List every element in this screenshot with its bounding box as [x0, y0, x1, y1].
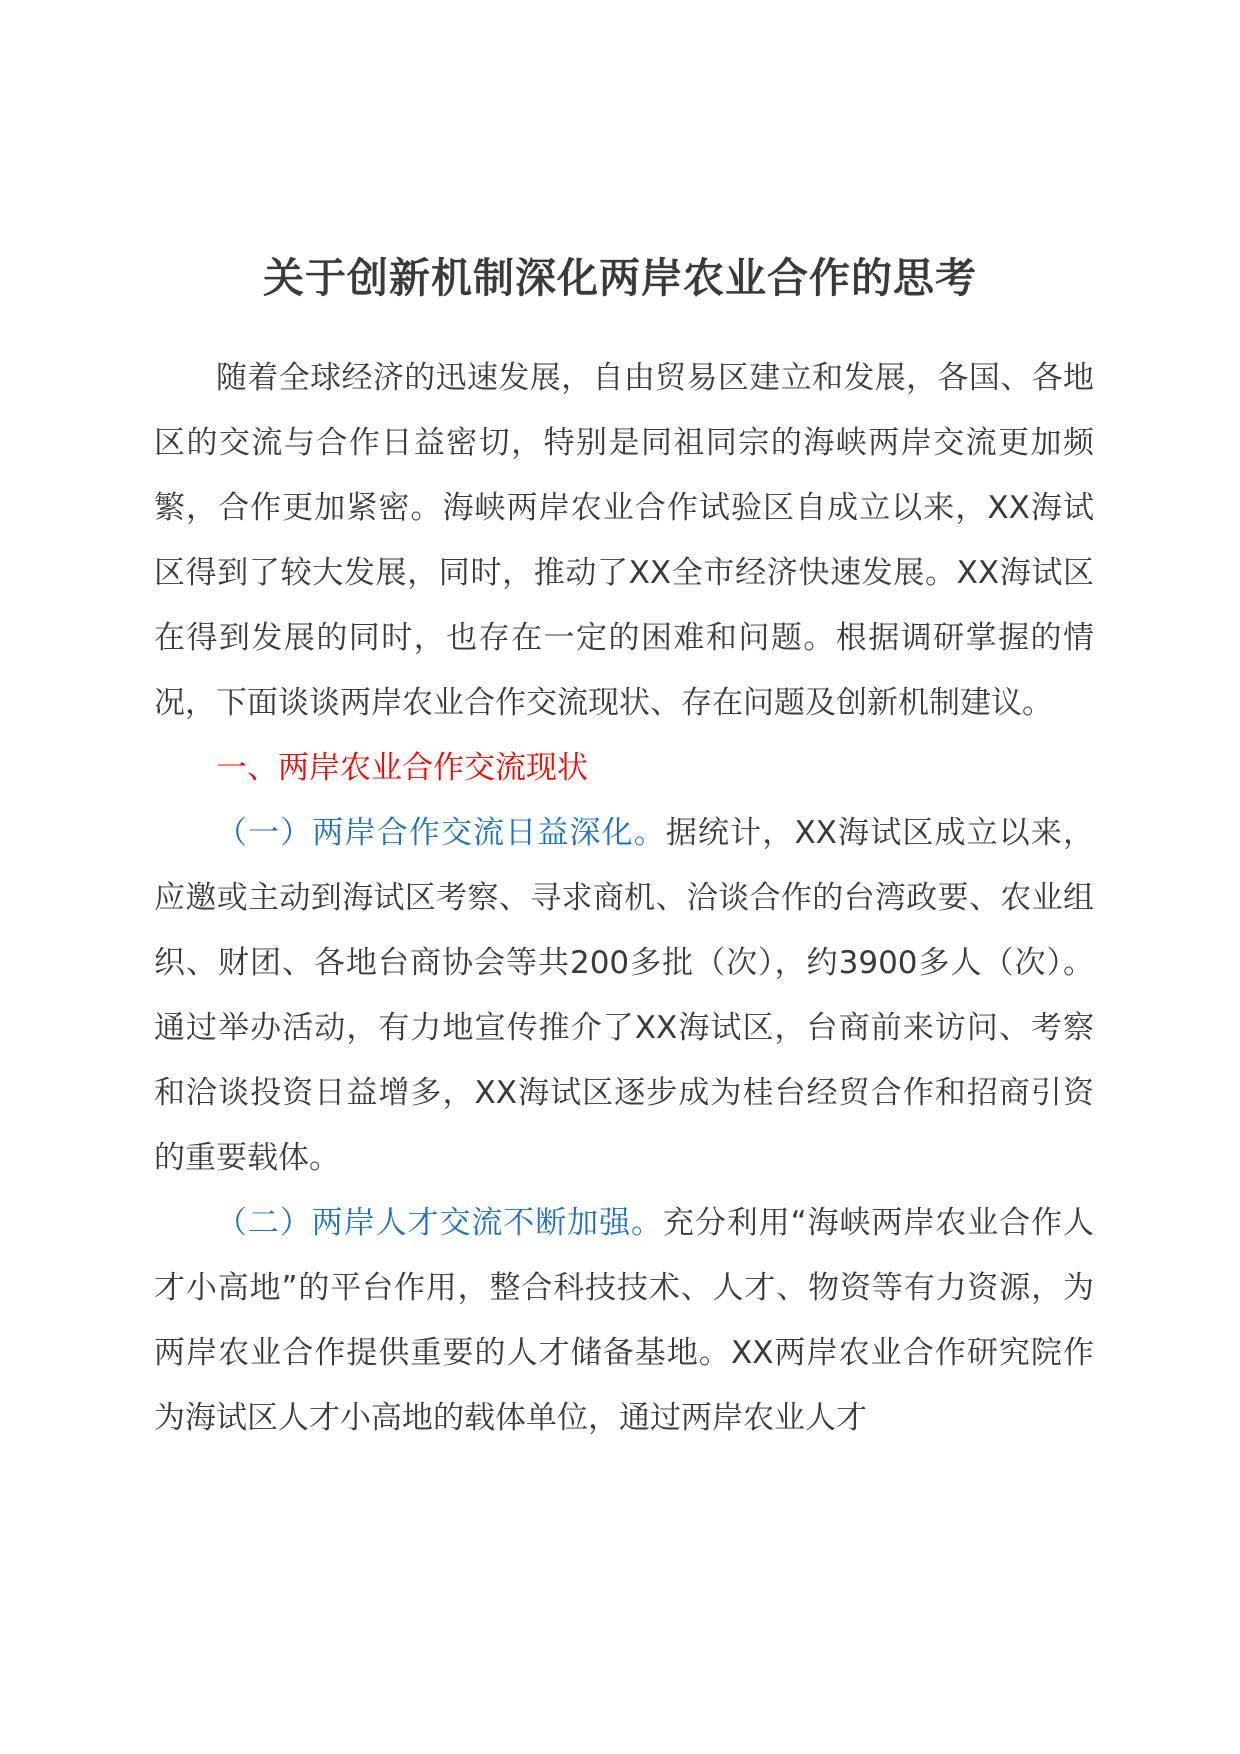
item-text-2: 充分利用“海峡两岸农业合作人才小高地”的平台作用，整合科技技术、人才、物资等有力资源，为两岸农业合作提供重要的人才储备基地。XX两岸农业合作研究院作为海试区人才小高地的载体单位，通过两岸农业人才: [154, 1205, 1095, 1436]
item-heading-1: （一）两岸合作交流日益深化。: [216, 815, 666, 851]
item-heading-2: （二）两岸人才交流不断加强。: [216, 1205, 663, 1241]
document-body: [154, 346, 1094, 1451]
item-paragraph-2: [154, 1191, 1094, 1451]
item-paragraph-1: [154, 801, 1094, 1191]
section-heading-1: 一、两岸农业合作交流现状: [216, 750, 588, 786]
intro-paragraph: 随着全球经济的迅速发展，自由贸易区建立和发展，各国、各地区的交流与合作日益密切，特别是同祖同宗的海峡两岸交流更加频繁，合作更加紧密。海峡两岸农业合作试验区自成立以来，XX海试区得到了较大发展，同时，推动了XX全市经济快速发展。XX海试区在得到发展的同时，也存在一定的困难和问题。根据调研掌握的情况，下面谈谈两岸农业合作交流现状、存在问题及创新机制建议。: [154, 360, 1094, 721]
item-text-1: 据统计，XX海试区成立以来，应邀或主动到海试区考察、寻求商机、洽谈合作的台湾政要、农业组织、财团、各地台商协会等共200多批（次），约3900多人（次）。通过举办活动，有力地宣传推介了XX海试区，台商前来访问、考察和洽谈投资日益增多，XX海试区逐步成为桂台经贸合作和招商引资的重要载体。: [154, 815, 1095, 1176]
document-title: 关于创新机制深化两岸农业合作的思考: [263, 254, 977, 302]
